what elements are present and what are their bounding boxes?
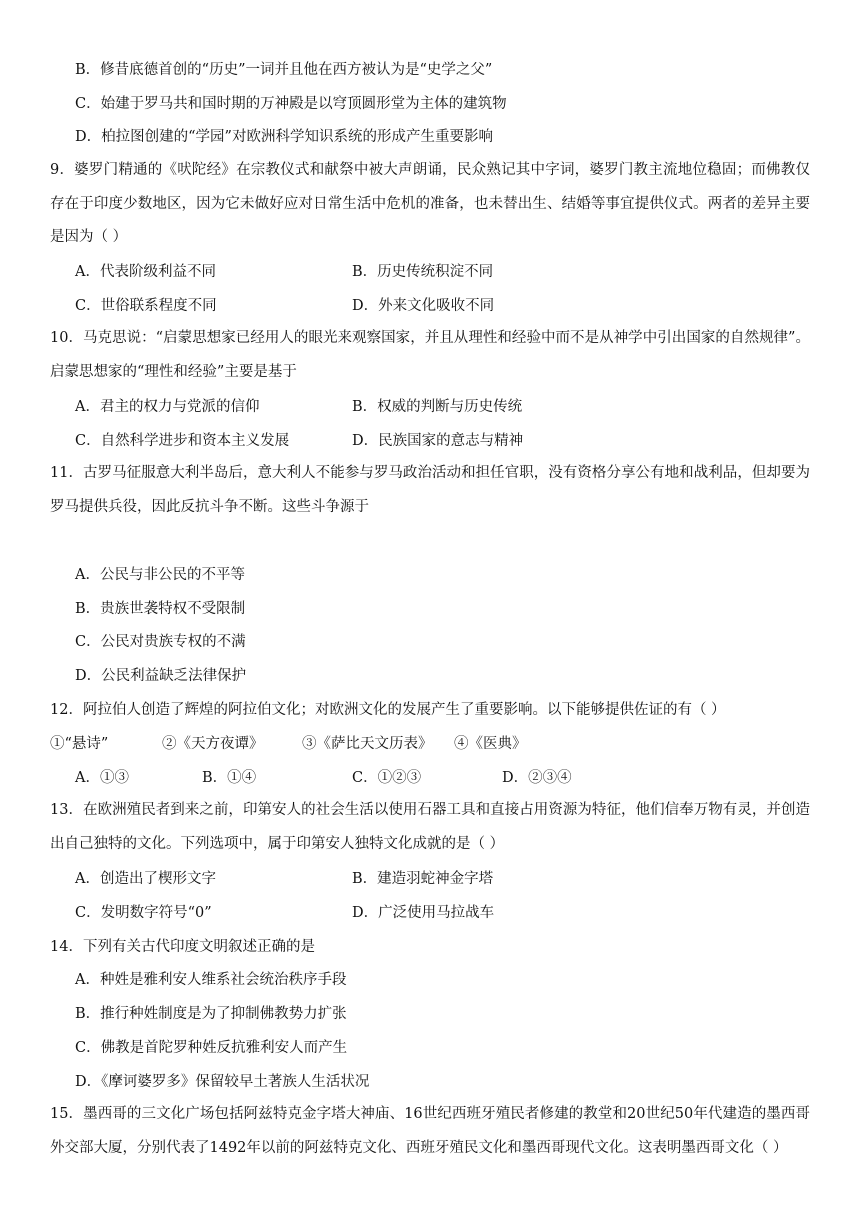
q12-stem: 12．阿拉伯人创造了辉煌的阿拉伯文化；对欧洲文化的发展产生了重要影响。以下能够提供佐证的有（ ） [50,702,726,718]
q14-option-a: A．种姓是雅利安人维系社会统治秩序手段 [75,972,347,988]
q13-option-b: B．建造羽蛇神金字塔 [352,871,494,887]
q8-option-c: C．始建于罗马共和国时期的万神殿是以穹顶圆形堂为主体的建筑物 [75,96,507,112]
q11-option-d: D．公民利益缺乏法律保护 [75,668,247,684]
q14-option-b: B．推行种姓制度是为了抑制佛教势力扩张 [75,1006,347,1022]
q13-stem: 13．在欧洲殖民者到来之前，印第安人的社会生活以使用石器工具和直接占用资源为特征，他们信奉万物有灵，并创造出自己独特的文化。下列选项中，属于印第安人独特文化成就的是（ ） [50,802,810,852]
q11-option-a: A．公民与非公民的不平等 [75,567,245,583]
q9-option-a: A．代表阶级利益不同 [75,264,216,280]
q13-option-c: C．发明数字符号“0” [75,905,212,921]
q15-stem: 15．墨西哥的三文化广场包括阿兹特克金字塔大神庙、16世纪西班牙殖民者修建的教堂和20世纪50年代建造的墨西哥外交部大厦，分别代表了1492年以前的阿兹特克文化、西班牙殖民文化和墨西哥现代文化。这表明墨西哥文化（ ） [50,1106,810,1156]
q8-option-b: B．修昔底德首创的“历史”一词并且他在西方被认为是“史学之父” [75,62,493,78]
q11-stem: 11．古罗马征服意大利半岛后，意大利人不能参与罗马政治活动和担任官职，没有资格分享公有地和战利品，但却要为罗马提供兵役，因此反抗斗争不断。这些斗争源于 [50,465,810,515]
q12-item-3: ③《萨比天文历表》 [302,736,433,752]
q12-item-4: ④《医典》 [454,736,527,752]
q10-option-d: D．民族国家的意志与精神 [352,433,524,449]
q9-stem: 9．婆罗门精通的《吠陀经》在宗教仪式和献祭中被大声朗诵，民众熟记其中字词，婆罗门教主流地位稳固；而佛教仅存在于印度少数地区，因为它未做好应对日常生活中危机的准备，也未替出生、结婚等事宜提供仪式。两者的差异主要是因为（ ） [50,162,810,245]
q8-option-d: D．柏拉图创建的“学园”对欧洲科学知识系统的形成产生重要影响 [75,129,493,145]
q14-stem: 14．下列有关古代印度文明叙述正确的是 [50,939,315,955]
q14-option-c: C．佛教是首陀罗种姓反抗雅利安人而产生 [75,1040,348,1056]
q12-item-2: ②《天方夜谭》 [162,736,264,752]
q9-option-b: B．历史传统积淀不同 [352,264,494,280]
q12-option-a: A．①③ [75,770,129,786]
q12-option-c: C．①②③ [352,770,422,786]
q14-option-d: D．《摩诃婆罗多》保留较早土著族人生活状况 [75,1074,370,1090]
q10-stem: 10．马克思说：“启蒙思想家已经用人的眼光来观察国家，并且从理性和经验中而不是从神学中引出国家的自然规律”。启蒙思想家的“理性和经验”主要是基于 [50,330,810,380]
q10-option-c: C．自然科学进步和资本主义发展 [75,433,290,449]
q10-option-b: B．权威的判断与历史传统 [352,399,523,415]
q11-option-b: B．贵族世袭特权不受限制 [75,601,246,617]
q12-item-1: ①“悬诗” [50,736,109,752]
q9-option-c: C．世俗联系程度不同 [75,298,217,314]
q12-option-d: D．②③④ [502,770,572,786]
q13-option-a: A．创造出了楔形文字 [75,871,216,887]
q10-option-a: A．君主的权力与党派的信仰 [75,399,260,415]
q13-option-d: D．广泛使用马拉战车 [352,905,495,921]
q11-option-c: C．公民对贵族专权的不满 [75,634,246,650]
q12-option-b: B．①④ [202,770,257,786]
q9-option-d: D．外来文化吸收不同 [352,298,495,314]
